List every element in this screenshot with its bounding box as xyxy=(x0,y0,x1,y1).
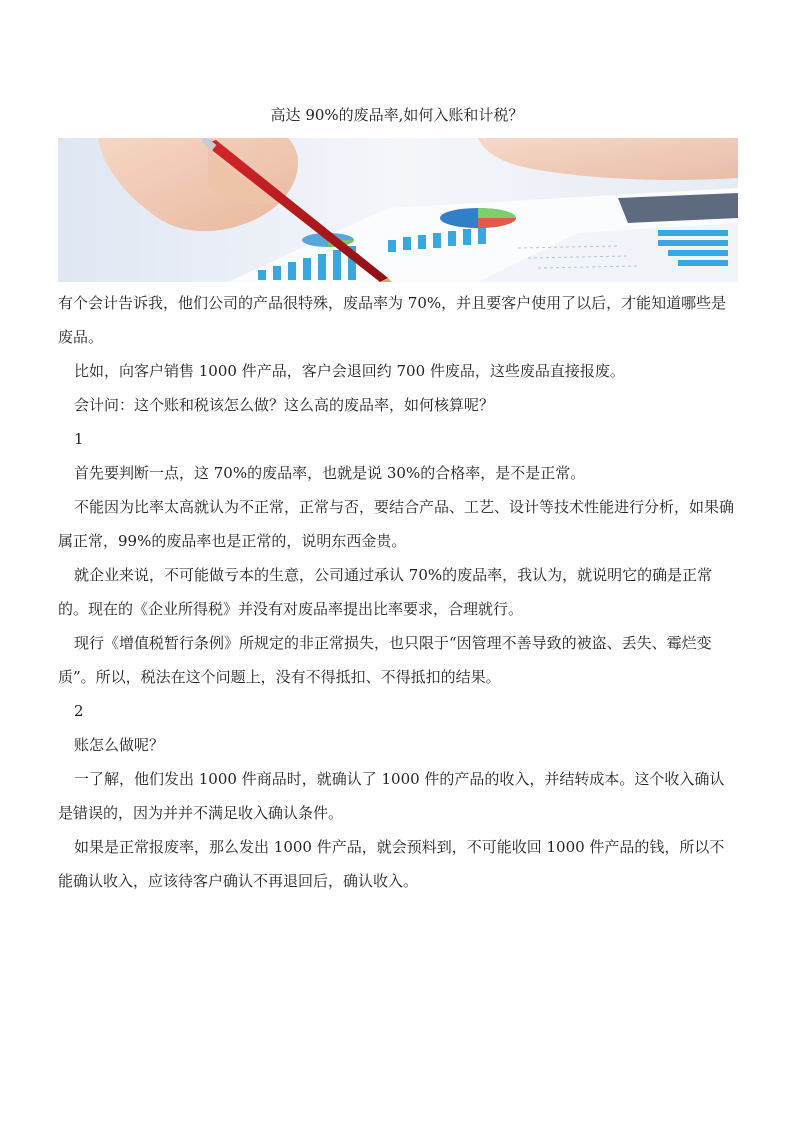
paragraph: 不能因为比率太高就认为不正常，正常与否，要结合产品、工艺、设计等技术性能进行分析，如果确属正常，99%的废品率也是正常的，说明东西金贵。 xyxy=(58,498,735,550)
page-title: 高达 90%的废品率,如何入账和计税？ xyxy=(270,106,524,124)
section-number: 2 xyxy=(74,702,84,720)
business-chart-photo xyxy=(58,138,738,282)
paragraph: 有个会计告诉我，他们公司的产品很特殊，废品率为 70%，并且要客户使用了以后，才能知道哪些是废品。 xyxy=(58,294,727,346)
banner-image xyxy=(58,138,738,282)
paragraph: 会计问：这个账和税该怎么做？这么高的废品率，如何核算呢？ xyxy=(74,396,495,414)
section-number: 1 xyxy=(74,430,84,448)
paragraph: 比如，向客户销售 1000 件产品，客户会退回约 700 件废品，这些废品直接报废。 xyxy=(74,362,625,380)
paragraph: 首先要判断一点，这 70%的废品率，也就是说 30%的合格率，是不是正常。 xyxy=(74,464,586,482)
article-body xyxy=(58,286,738,898)
paragraph: 账怎么做呢？ xyxy=(74,736,165,754)
paragraph: 如果是正常报废率，那么发出 1000 件产品，就会预料到，不可能收回 1000 件产品的钱，所以不能确认收入，应该待客户确认不再退回后，确认收入。 xyxy=(58,838,725,890)
paragraph: 现行《增值税暂行条例》所规定的非正常损失，也只限于“因管理不善导致的被盗、丢失、霉烂变质”。所以，税法在这个问题上，没有不得抵扣、不得抵扣的结果。 xyxy=(58,634,712,686)
paragraph: 一了解，他们发出 1000 件商品时，就确认了 1000 件的产品的收入，并结转成本。这个收入确认是错误的，因为并并不满足收入确认条件。 xyxy=(58,770,725,822)
paragraph: 就企业来说，不可能做亏本的生意，公司通过承认 70%的废品率，我认为，就说明它的确是正常的。现在的《企业所得税》并没有对废品率提出比率要求，合理就行。 xyxy=(58,566,713,618)
